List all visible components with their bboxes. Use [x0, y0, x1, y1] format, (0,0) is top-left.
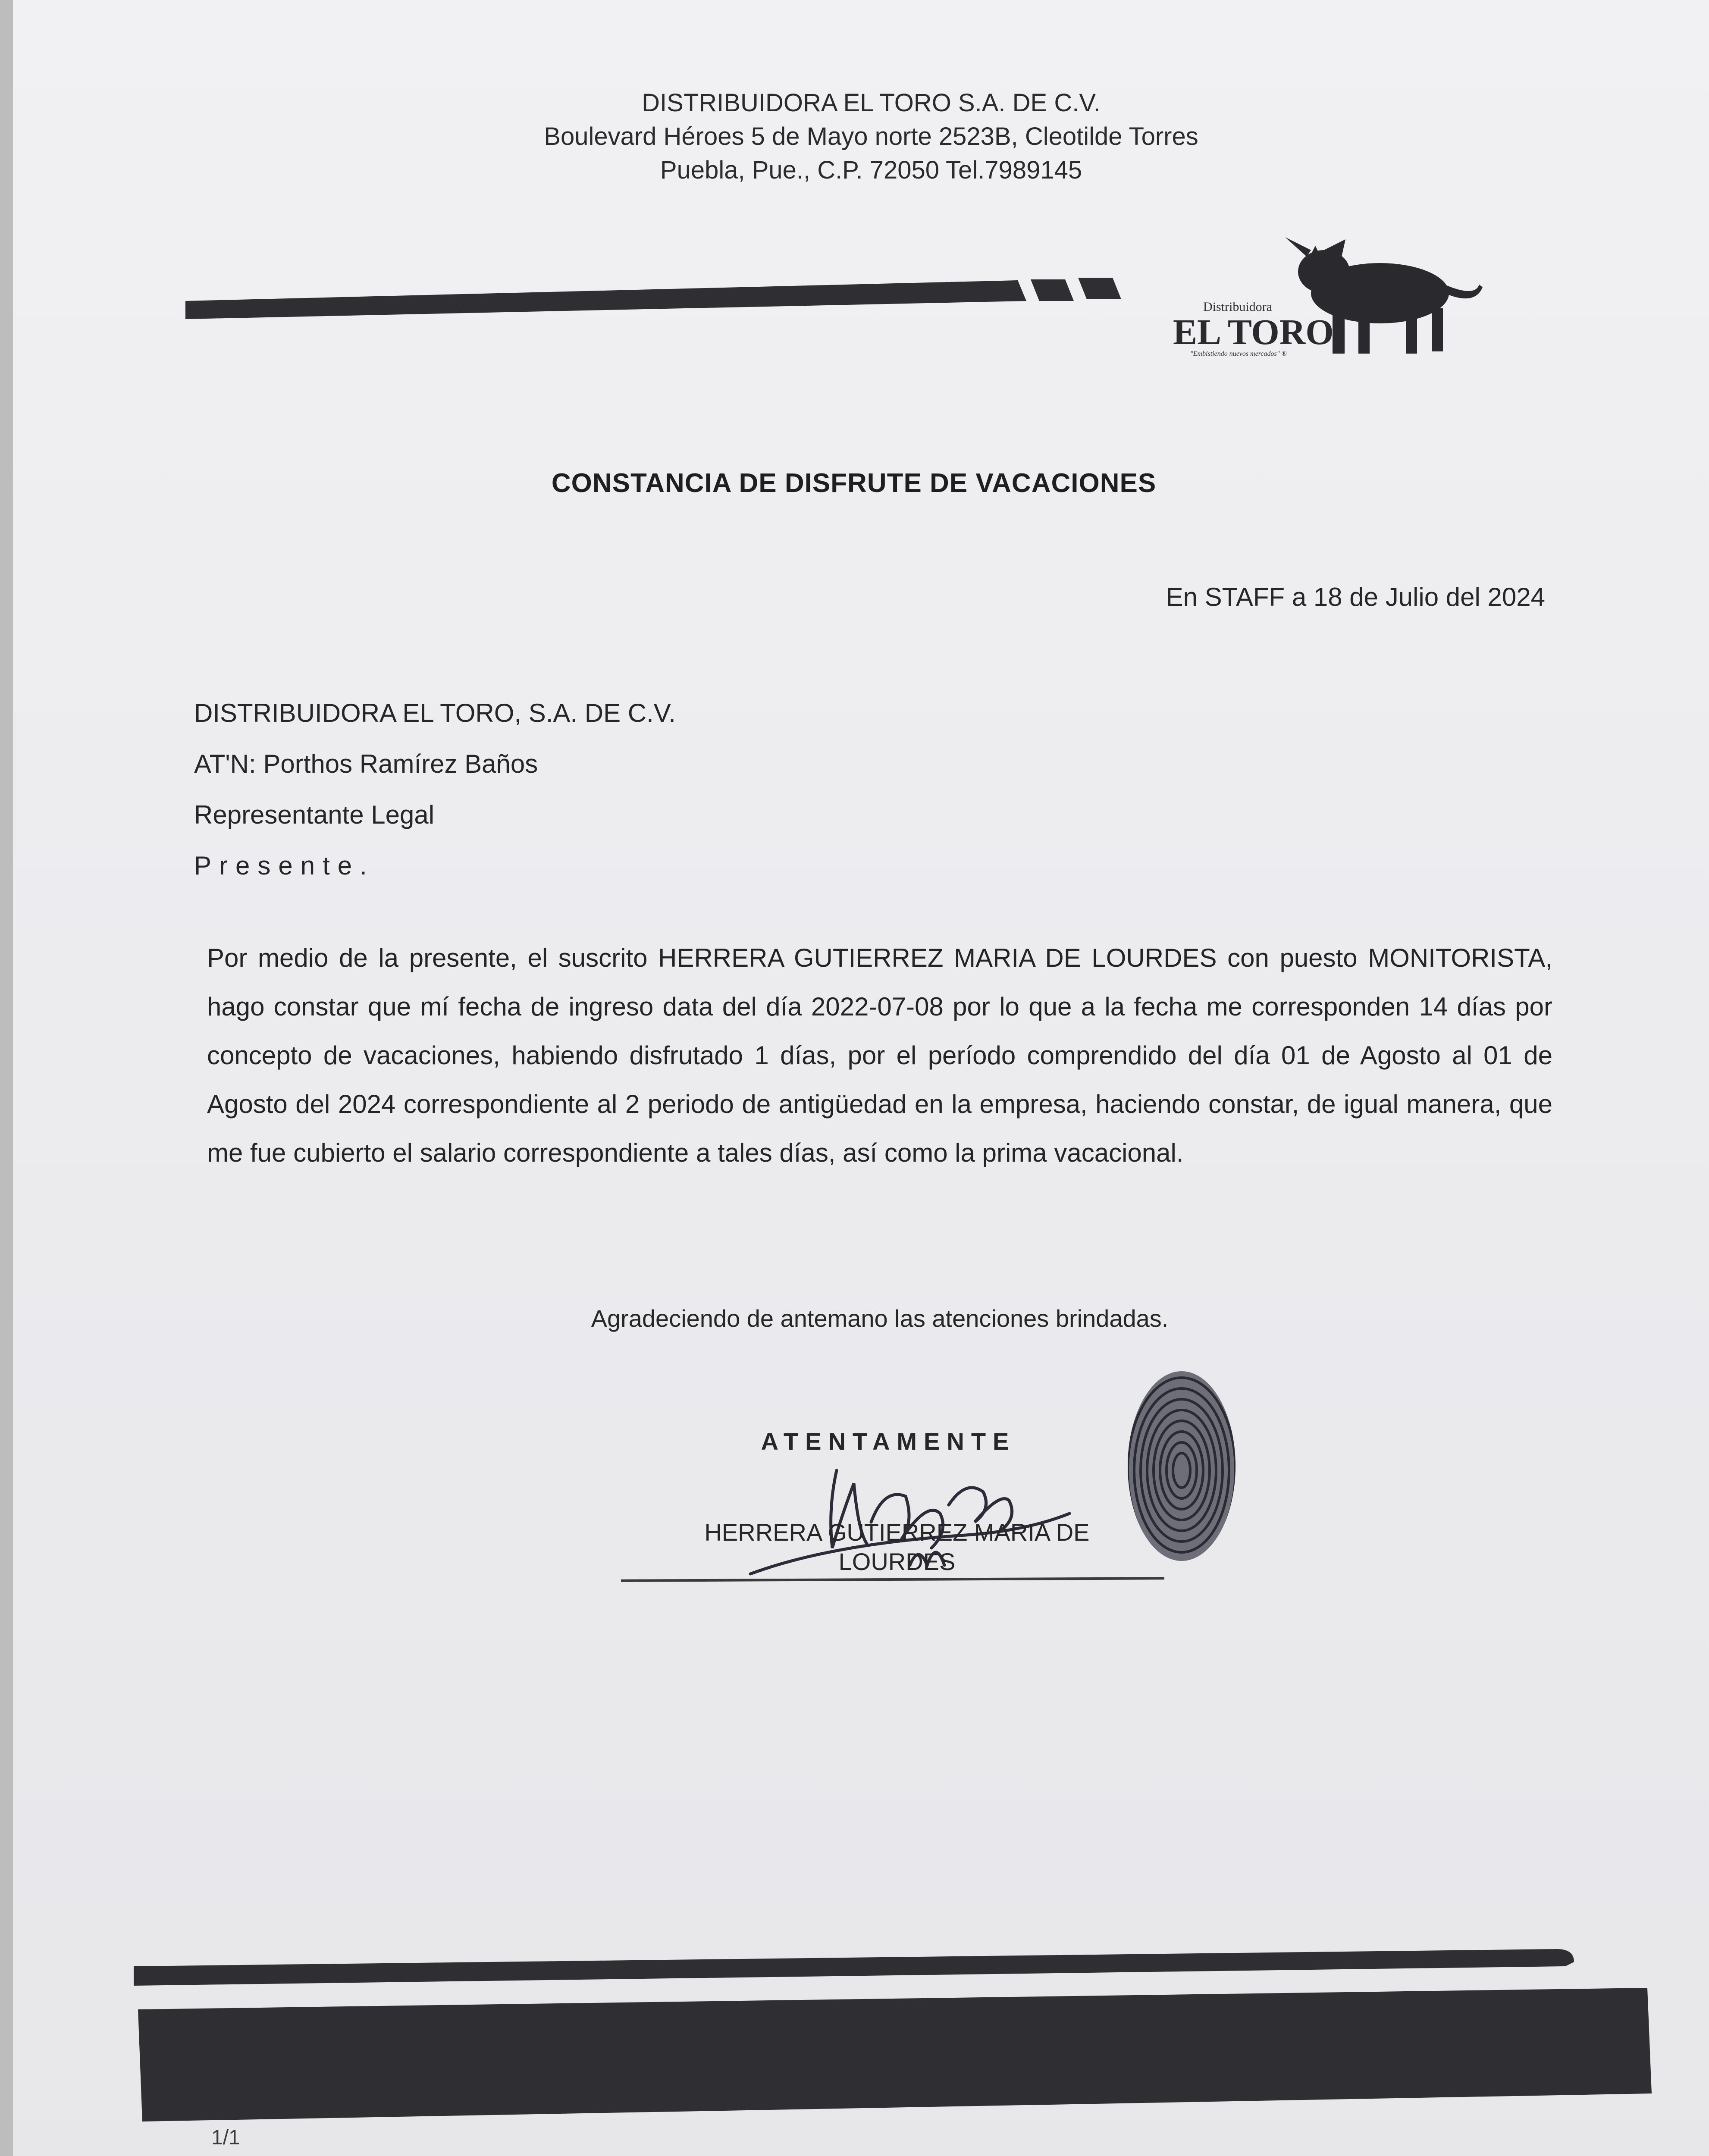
- document-title: CONSTANCIA DE DISFRUTE DE VACACIONES: [551, 468, 1157, 498]
- el-toro-logo: [1173, 198, 1488, 371]
- date-line: En STAFF a 18 de Julio del 2024: [1166, 583, 1545, 611]
- logo-brand: EL TORO: [1173, 312, 1334, 352]
- addressee-role: Representante Legal: [194, 800, 435, 829]
- document-page: [13, 0, 1709, 2156]
- addressee-block: [194, 688, 676, 891]
- page-number: 1/1: [211, 2126, 240, 2149]
- addressee-attn: AT'N: Porthos Ramírez Baños: [194, 749, 538, 778]
- address-line-2: Puebla, Pue., C.P. 72050 Tel.7989145: [660, 156, 1082, 184]
- logo-small-text: Distribuidora: [1203, 300, 1272, 314]
- address-line-1: Boulevard Héroes 5 de Mayo norte 2523B, Cleotilde Torres: [544, 122, 1198, 150]
- fingerprint-icon: [1117, 1363, 1246, 1570]
- addressee-presente: Presente.: [194, 851, 375, 880]
- addressee-company: DISTRIBUIDORA EL TORO, S.A. DE C.V.: [194, 699, 676, 727]
- atentamente-label: ATENTAMENTE: [761, 1428, 1016, 1455]
- letterhead-bar: [185, 267, 1186, 336]
- logo-tagline: "Embistiendo nuevos mercados" ®: [1190, 350, 1287, 357]
- signer-line-1: HERRERA GUTIERREZ MARIA DE: [704, 1519, 1090, 1546]
- company-name: DISTRIBUIDORA EL TORO S.A. DE C.V.: [642, 89, 1101, 117]
- closing-thanks: Agradeciendo de antemano las atenciones brindadas.: [591, 1305, 1169, 1332]
- body-paragraph: Por medio de la presente, el suscrito HERRERA GUTIERREZ MARIA DE LOURDES con puesto MONITORISTA, hago constar que mí fecha de ingreso data del día 2022-07-08 por lo que a la fecha me corresponden 14 días por concepto de vacaciones, habiendo disfrutado 1 días, por el período comprendido del día 01 de Agosto al 01 de Agosto del 2024 correspondiente al 2 periodo de antigüedad en la empresa, haciendo constar, de igual manera, que me fue cubierto el salario correspondiente a tales días, así como la prima vacacional.: [207, 943, 1552, 1167]
- signer-line-2: LOURDES: [838, 1548, 956, 1575]
- signer-name: [617, 1518, 1177, 1576]
- letterhead: [461, 86, 1281, 187]
- footer-bars: [134, 1932, 1669, 2130]
